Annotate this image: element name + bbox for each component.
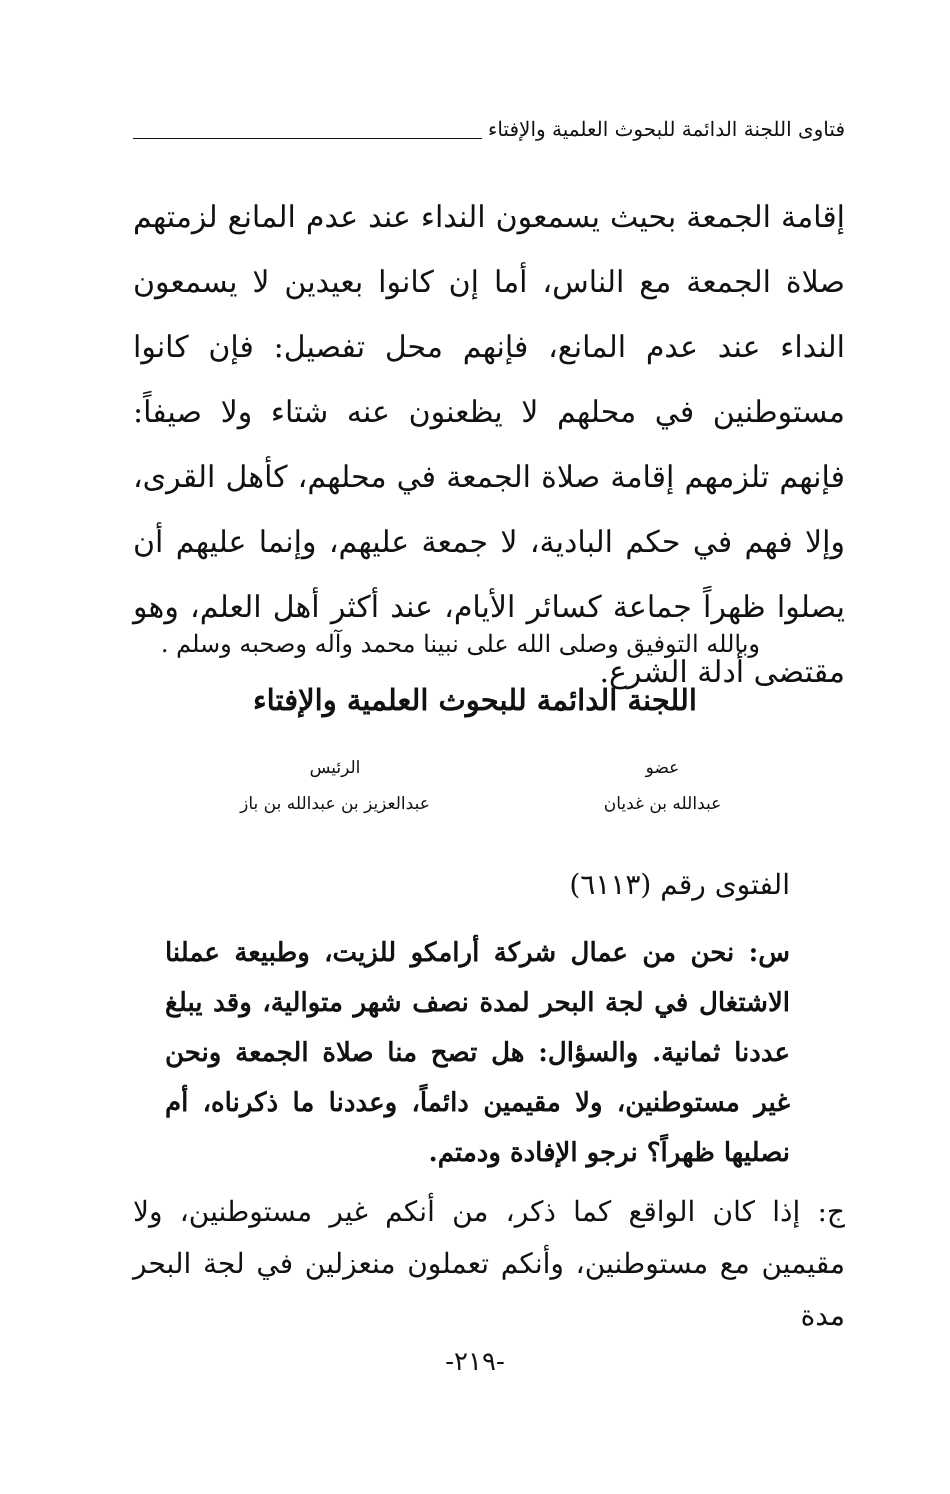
chair-role: الرئيس [309, 758, 361, 778]
closing-line: وبالله التوفيق وصلى الله على نبينا محمد وآله وصحبه وسلم . [160, 630, 760, 658]
fatwa-question: س: نحن من عمال شركة أرامكو للزيت، وطبيعة عملنا الاشتغال في لجة البحر لمدة نصف شهر متوالية، وقد يبلغ عددنا ثمانية. والسؤال: هل تصح منا صلاة الجمعة ونحن غير مستوطنين، ولا مقيمين دائماً، وعددنا ما ذكرناه، أم نصليها ظهراً؟ نرجو الإفادة ودمتم. [165, 938, 790, 1168]
header-rule [133, 138, 482, 139]
chair-signature [215, 750, 455, 822]
member-signature [555, 750, 770, 822]
member-name: عبدالله بن غديان [603, 794, 722, 814]
body-paragraph: إقامة الجمعة بحيث يسمعون النداء عند عدم المانع لزمتهم صلاة الجمعة مع الناس، أما إن كانوا بعيدين لا يسمعون النداء عند عدم المانع، فإنهم محل تفصيل: فإن كانوا مستوطنين في محلهم لا يظعنون عنه شتاء ولا صيفاً: فإنهم تلزمهم إقامة صلاة الجمعة في محلهم، كأهل القرى، وإلا فهم في حكم البادية، لا جمعة عليهم، وإنما عليهم أن يصلوا ظهراً جماعة كسائر الأيام، عند أكثر أهل العلم، وهو مقتضى أدلة الشرع. [133, 200, 845, 690]
running-header-title: فتاوى اللجنة الدائمة للبحوث العلمية والإفتاء [487, 117, 845, 141]
committee-title: اللجنة الدائمة للبحوث العلمية والإفتاء [253, 683, 697, 717]
member-role: عضو [645, 758, 680, 778]
page-number: -٢١٩- [445, 1347, 505, 1377]
running-header [133, 112, 845, 146]
chair-name: عبدالعزيز بن عبدالله بن باز [240, 794, 430, 814]
fatwa-number: الفتوى رقم (٦١١٣) [569, 868, 790, 901]
fatwa-answer: ج: إذا كان الواقع كما ذكر، من أنكم غير مستوطنين، ولا مقيمين مع مستوطنين، وأنكم تعملون منعزلين في لجة البحر مدة [133, 1195, 845, 1332]
